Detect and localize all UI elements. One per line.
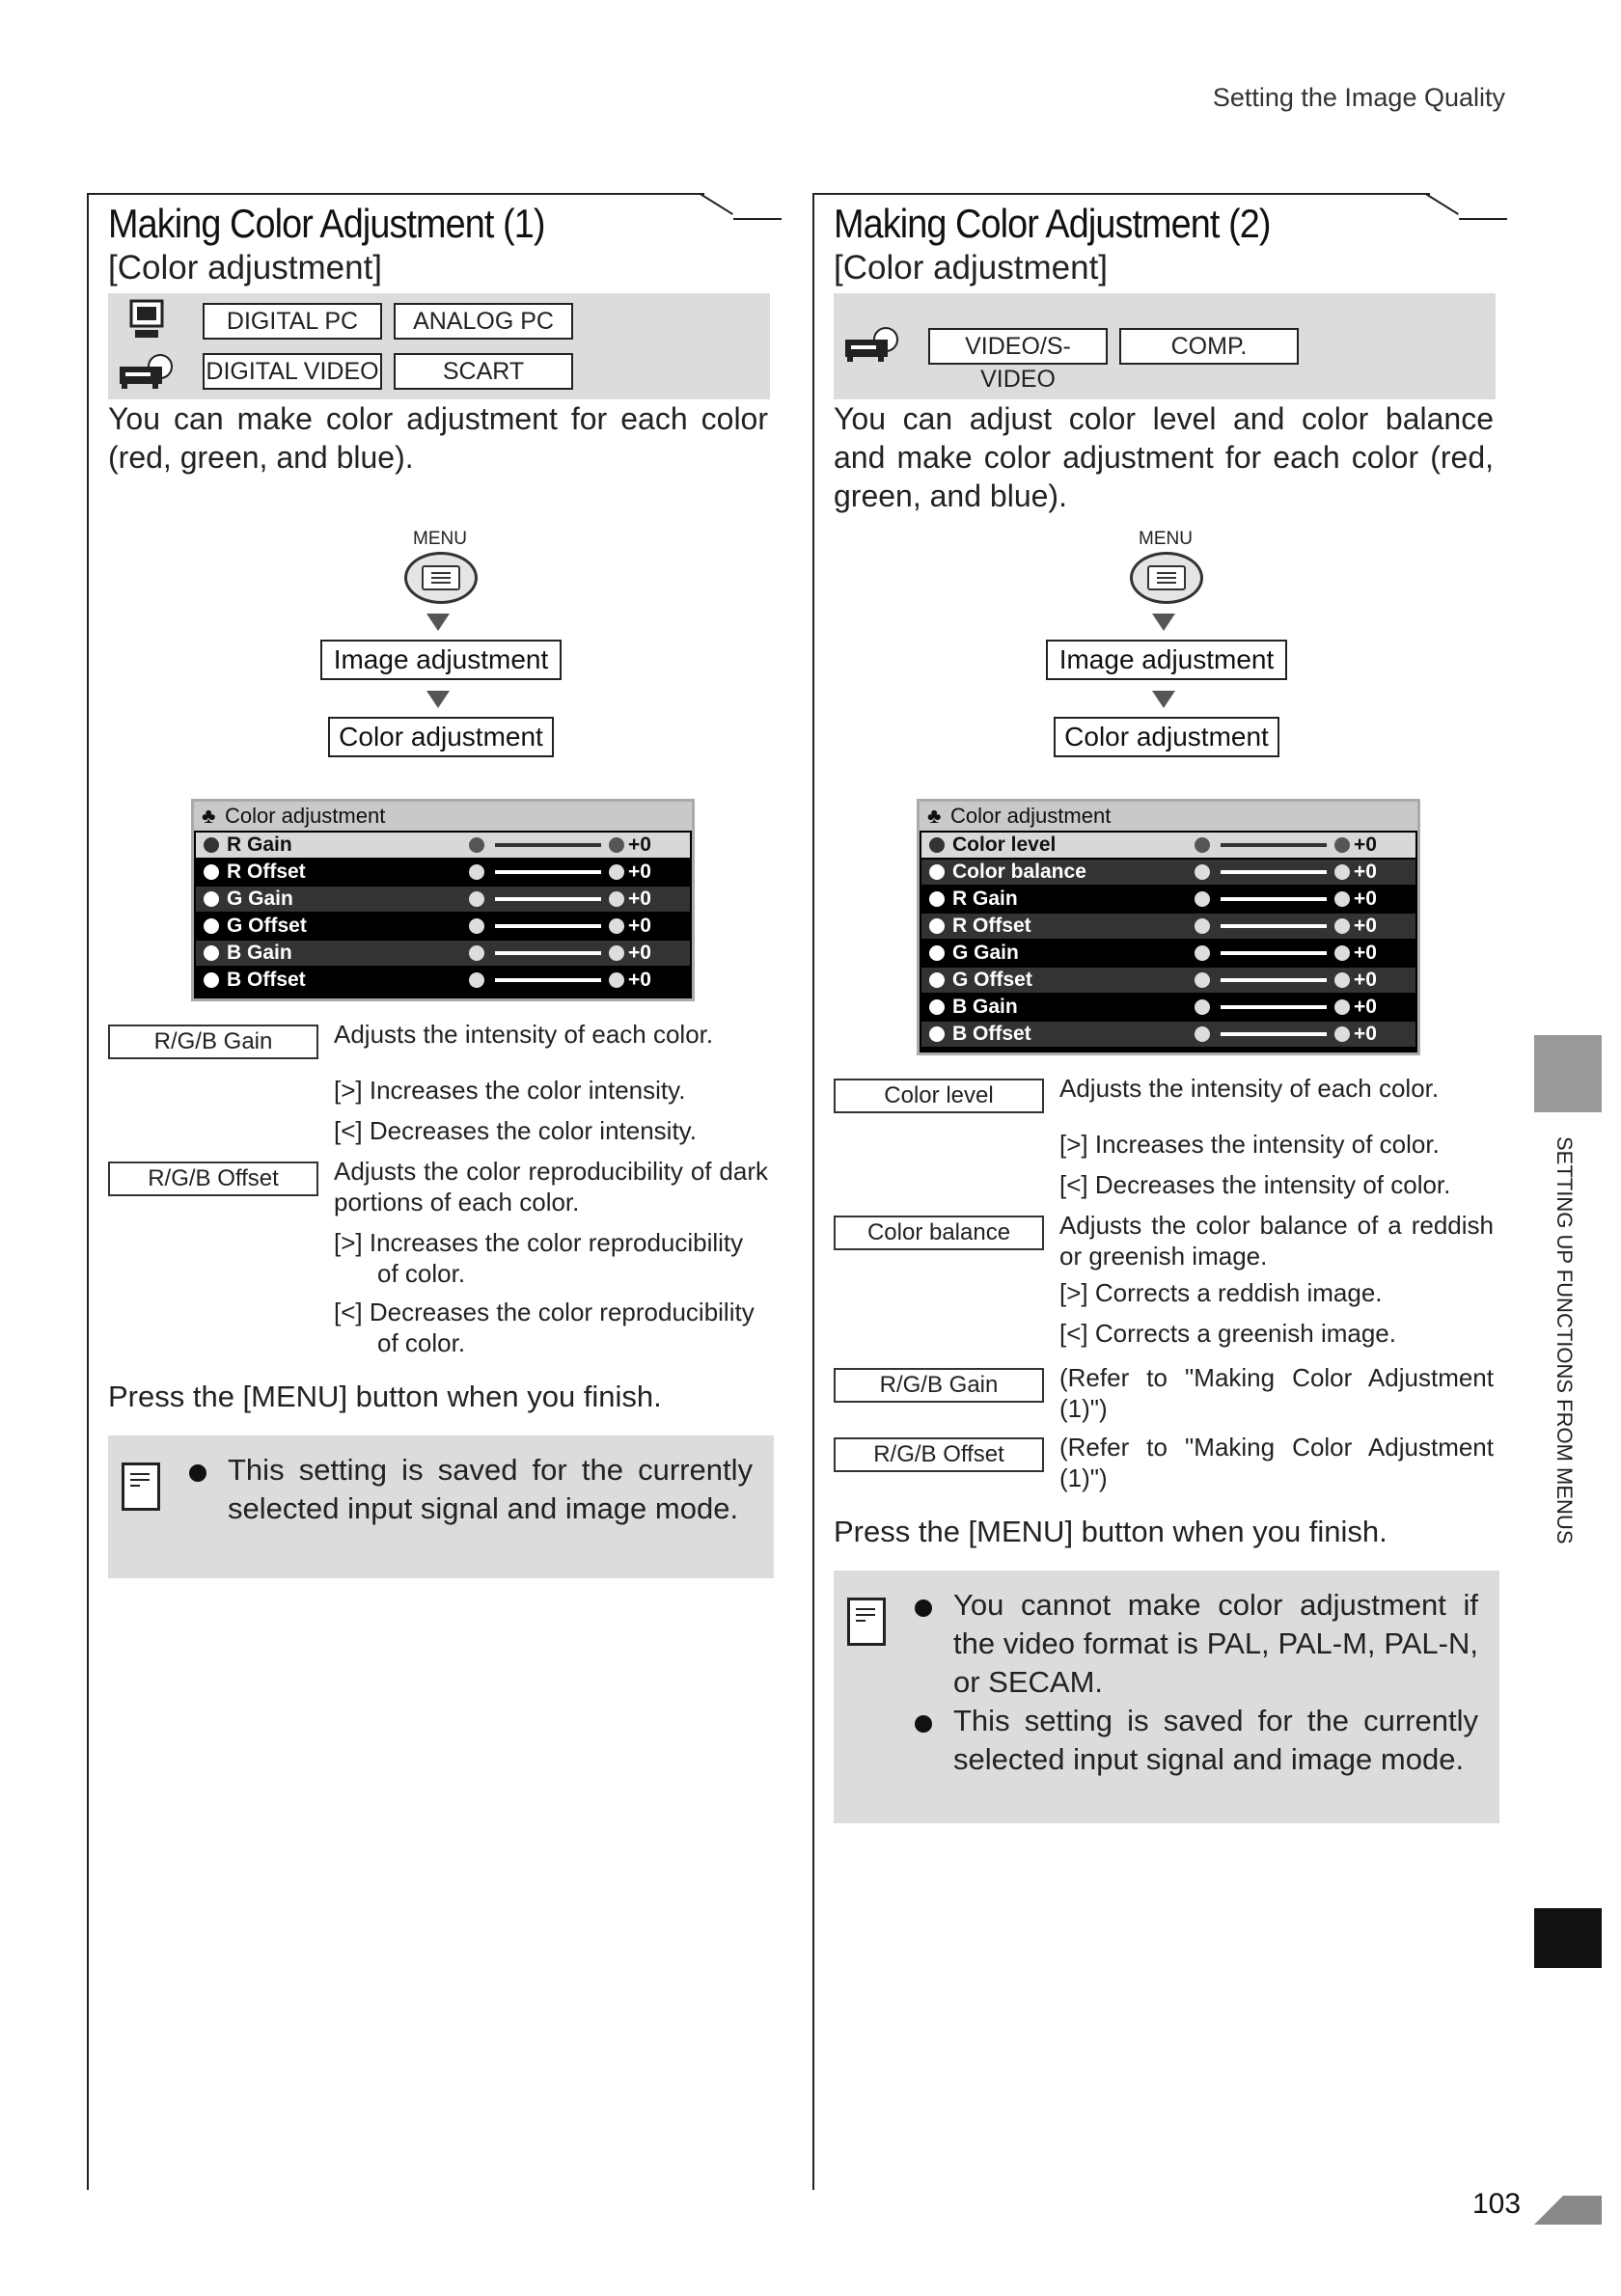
osd-row-label: R Gain	[952, 888, 1018, 910]
note-text: This setting is saved for the currently selected input signal and image mode.	[228, 1453, 753, 1525]
note-text: You cannot make color adjustment if the video format is PAL, PAL-M, PAL-N, or SECAM.	[953, 1588, 1478, 1699]
page-number: 103	[1472, 2188, 1522, 2220]
osd-row-r-offset[interactable]	[921, 914, 1415, 939]
chapter-index-marker	[1534, 1908, 1602, 1968]
slider-max-icon	[609, 864, 624, 880]
slider-track	[495, 843, 601, 847]
osd-row-label: B Gain	[952, 996, 1018, 1018]
slider-max-icon	[1334, 837, 1350, 853]
flow-arrow	[426, 614, 450, 631]
slider-track	[1221, 843, 1327, 847]
slider-max-icon	[609, 972, 624, 988]
finish-instruction: Press the [MENU] button when you finish.	[108, 1380, 662, 1413]
section-title: Making Color Adjustment (1)	[108, 201, 545, 246]
term-sub: [<] Decreases the intensity of color.	[1059, 1170, 1451, 1199]
chapter-tab-marker	[1534, 1035, 1602, 1112]
osd-color-adjustment-menu	[917, 799, 1420, 1055]
slider-track	[1221, 870, 1327, 874]
osd-row-label: B Offset	[227, 969, 306, 991]
slider-max-icon	[609, 918, 624, 934]
slider-min-icon	[469, 972, 484, 988]
color-level-icon	[929, 837, 945, 853]
osd-row-value: +0	[1354, 861, 1377, 883]
column-rule	[87, 193, 89, 2190]
osd-row-label: R Gain	[227, 834, 292, 856]
osd-row-label: G Offset	[952, 969, 1032, 991]
input-source-panel	[834, 293, 1496, 399]
term-sub: [<] Decreases the color reproducibility of color.	[334, 1298, 755, 1357]
slider-track	[1221, 978, 1327, 982]
term-sub: [>] Increases the intensity of color.	[1059, 1130, 1440, 1159]
osd-row-label: G Offset	[227, 915, 307, 937]
slider-max-icon	[1334, 1026, 1350, 1042]
note-box	[108, 1435, 774, 1578]
offset-icon	[929, 1026, 945, 1042]
menu-label: MENU	[413, 529, 467, 549]
slider-max-icon	[1334, 891, 1350, 907]
offset-icon	[204, 918, 219, 934]
osd-row-value: +0	[628, 942, 651, 964]
section-subtitle: [Color adjustment]	[108, 249, 383, 287]
flow-arrow	[426, 691, 450, 708]
menu-button-icon	[404, 552, 478, 604]
gain-icon	[929, 999, 945, 1015]
osd-row-g-offset[interactable]	[921, 968, 1415, 993]
osd-row-label: Color level	[952, 834, 1057, 856]
osd-row-g-gain[interactable]	[921, 941, 1415, 966]
note-box	[834, 1571, 1499, 1823]
palette-icon: ♣	[927, 804, 942, 828]
osd-row-value: +0	[1354, 969, 1377, 991]
osd-row-g-offset[interactable]	[196, 914, 690, 939]
osd-row-label: B Gain	[227, 942, 292, 964]
osd-row-r-gain[interactable]	[921, 887, 1415, 912]
term-sub: [<] Decreases the color intensity.	[334, 1116, 697, 1145]
osd-row-label: B Offset	[952, 1023, 1031, 1045]
osd-color-adjustment-menu	[191, 799, 695, 1001]
slider-min-icon	[469, 864, 484, 880]
slider-track	[495, 924, 601, 928]
term-rgb-gain: R/G/B Gain	[108, 1025, 318, 1059]
offset-icon	[204, 972, 219, 988]
osd-row-label: G Gain	[227, 888, 293, 910]
slider-max-icon	[1334, 864, 1350, 880]
osd-row-r-gain[interactable]	[196, 833, 690, 858]
osd-row-value: +0	[1354, 915, 1377, 937]
intro-text: You can adjust color level and color balance and make color adjustment for each color (red, green, and blue).	[834, 401, 1494, 513]
finish-instruction: Press the [MENU] button when you finish.	[834, 1515, 1387, 1548]
gain-icon	[204, 891, 219, 907]
osd-header	[194, 802, 692, 831]
term-color-level: Color level	[834, 1079, 1044, 1113]
slider-max-icon	[1334, 972, 1350, 988]
osd-row-b-gain[interactable]	[196, 941, 690, 966]
slider-max-icon	[1334, 918, 1350, 934]
section-color-adjustment-2	[812, 193, 1494, 2190]
slider-track	[1221, 1005, 1327, 1009]
memo-icon	[122, 1462, 160, 1511]
osd-row-color-level[interactable]	[921, 833, 1415, 858]
section-color-adjustment-1	[87, 193, 768, 2190]
term-sub: [>] Corrects a reddish image.	[1059, 1278, 1383, 1307]
osd-row-value: +0	[1354, 1023, 1377, 1045]
title-rule-tail	[1459, 218, 1507, 220]
slider-min-icon	[469, 837, 484, 853]
flow-arrow	[1152, 691, 1175, 708]
title-rule-corner	[1425, 193, 1459, 215]
slider-max-icon	[609, 945, 624, 961]
slider-min-icon	[1195, 999, 1210, 1015]
computer-icon	[127, 299, 166, 342]
osd-row-value: +0	[628, 888, 651, 910]
slider-min-icon	[1195, 891, 1210, 907]
offset-icon	[929, 972, 945, 988]
flow-step-image-adjustment: Image adjustment	[1046, 640, 1287, 680]
term-rgb-offset: R/G/B Offset	[108, 1162, 318, 1196]
slider-min-icon	[1195, 945, 1210, 961]
osd-row-label: R Offset	[227, 861, 306, 883]
term-rgb-gain: R/G/B Gain	[834, 1368, 1044, 1403]
section-title: Making Color Adjustment (2)	[834, 201, 1271, 246]
slider-max-icon	[1334, 999, 1350, 1015]
page-corner-bar	[1563, 2196, 1602, 2225]
term-rgb-offset: R/G/B Offset	[834, 1437, 1044, 1472]
video-deck-icon	[843, 326, 903, 365]
term-sub: [<] Corrects a greenish image.	[1059, 1319, 1396, 1348]
source-tag-comp: COMP.	[1119, 328, 1299, 365]
term-desc: Adjusts the intensity of each color.	[334, 1020, 714, 1049]
slider-track	[1221, 897, 1327, 901]
video-deck-icon	[118, 353, 178, 392]
section-subtitle: [Color adjustment]	[834, 249, 1109, 287]
gain-icon	[929, 945, 945, 961]
term-desc: (Refer to "Making Color Adjustment (1)")	[1059, 1433, 1494, 1492]
slider-max-icon	[1334, 945, 1350, 961]
menu-label: MENU	[1139, 529, 1193, 549]
osd-row-color-balance[interactable]	[921, 860, 1415, 885]
bullet	[189, 1464, 206, 1482]
slider-track	[1221, 1032, 1327, 1036]
flow-step-color-adjustment: Color adjustment	[1054, 717, 1279, 757]
osd-row-g-gain[interactable]	[196, 887, 690, 912]
term-sub: [>] Increases the color reproducibility of color.	[334, 1228, 744, 1288]
osd-row-value: +0	[1354, 996, 1377, 1018]
osd-row-label: R Offset	[952, 915, 1031, 937]
source-tag-scart: SCART	[394, 353, 573, 390]
osd-row-b-offset[interactable]	[196, 968, 690, 993]
menu-button-icon	[1130, 552, 1203, 604]
input-source-panel	[108, 293, 770, 399]
slider-min-icon	[469, 945, 484, 961]
title-rule-tail	[733, 218, 782, 220]
slider-track	[1221, 924, 1327, 928]
gain-icon	[929, 891, 945, 907]
title-rule	[87, 193, 704, 195]
offset-icon	[204, 864, 219, 880]
source-tag-analog-pc: ANALOG PC	[394, 303, 573, 340]
flow-step-image-adjustment: Image adjustment	[320, 640, 562, 680]
osd-row-value: +0	[628, 969, 651, 991]
bullet	[915, 1715, 932, 1733]
running-header: Setting the Image Quality	[1212, 83, 1505, 112]
gain-icon	[204, 945, 219, 961]
flow-step-color-adjustment: Color adjustment	[328, 717, 554, 757]
chapter-tab-label: SETTING UP FUNCTIONS FROM MENUS	[1552, 1136, 1577, 1544]
slider-track	[495, 978, 601, 982]
bullet	[915, 1599, 932, 1617]
gain-icon	[204, 837, 219, 853]
offset-icon	[929, 918, 945, 934]
title-rule	[812, 193, 1430, 195]
term-desc: Adjusts the intensity of each color.	[1059, 1074, 1440, 1103]
slider-min-icon	[1195, 918, 1210, 934]
osd-title: Color adjustment	[950, 804, 1112, 828]
page-corner-decoration	[1534, 2196, 1563, 2225]
slider-track	[495, 951, 601, 955]
slider-max-icon	[609, 837, 624, 853]
slider-min-icon	[469, 891, 484, 907]
osd-row-b-offset[interactable]	[921, 1022, 1415, 1047]
osd-row-label: G Gain	[952, 942, 1019, 964]
memo-icon	[847, 1598, 886, 1646]
note-text: This setting is saved for the currently selected input signal and image mode.	[953, 1704, 1478, 1776]
term-color-balance: Color balance	[834, 1216, 1044, 1250]
slider-min-icon	[1195, 972, 1210, 988]
title-rule-corner	[700, 193, 733, 215]
slider-max-icon	[609, 891, 624, 907]
intro-text: You can make color adjustment for each color (red, green, and blue).	[108, 401, 768, 475]
source-tag-video-s-video: VIDEO/S-VIDEO	[928, 328, 1108, 365]
term-desc: Adjusts the color balance of a reddish or greenish image.	[1059, 1211, 1494, 1271]
osd-row-value: +0	[1354, 888, 1377, 910]
color-balance-icon	[929, 864, 945, 880]
osd-row-value: +0	[628, 861, 651, 883]
osd-row-r-offset[interactable]	[196, 860, 690, 885]
source-tag-digital-video: DIGITAL VIDEO	[203, 353, 382, 390]
osd-row-value: +0	[1354, 834, 1377, 856]
slider-min-icon	[1195, 837, 1210, 853]
osd-row-value: +0	[628, 834, 651, 856]
term-desc: Adjusts the color reproducibility of dark portions of each color.	[334, 1157, 768, 1216]
osd-row-b-gain[interactable]	[921, 995, 1415, 1020]
osd-header	[920, 802, 1417, 831]
term-desc: (Refer to "Making Color Adjustment (1)")	[1059, 1363, 1494, 1423]
slider-min-icon	[469, 918, 484, 934]
source-tag-digital-pc: DIGITAL PC	[203, 303, 382, 340]
slider-track	[1221, 951, 1327, 955]
osd-row-value: +0	[1354, 942, 1377, 964]
slider-track	[495, 870, 601, 874]
osd-row-value: +0	[628, 915, 651, 937]
osd-title: Color adjustment	[225, 804, 386, 828]
flow-arrow	[1152, 614, 1175, 631]
palette-icon: ♣	[202, 804, 216, 828]
slider-min-icon	[1195, 864, 1210, 880]
term-sub: [>] Increases the color intensity.	[334, 1076, 686, 1105]
osd-row-label: Color balance	[952, 861, 1086, 883]
column-rule	[812, 193, 814, 2190]
slider-track	[495, 897, 601, 901]
slider-min-icon	[1195, 1026, 1210, 1042]
